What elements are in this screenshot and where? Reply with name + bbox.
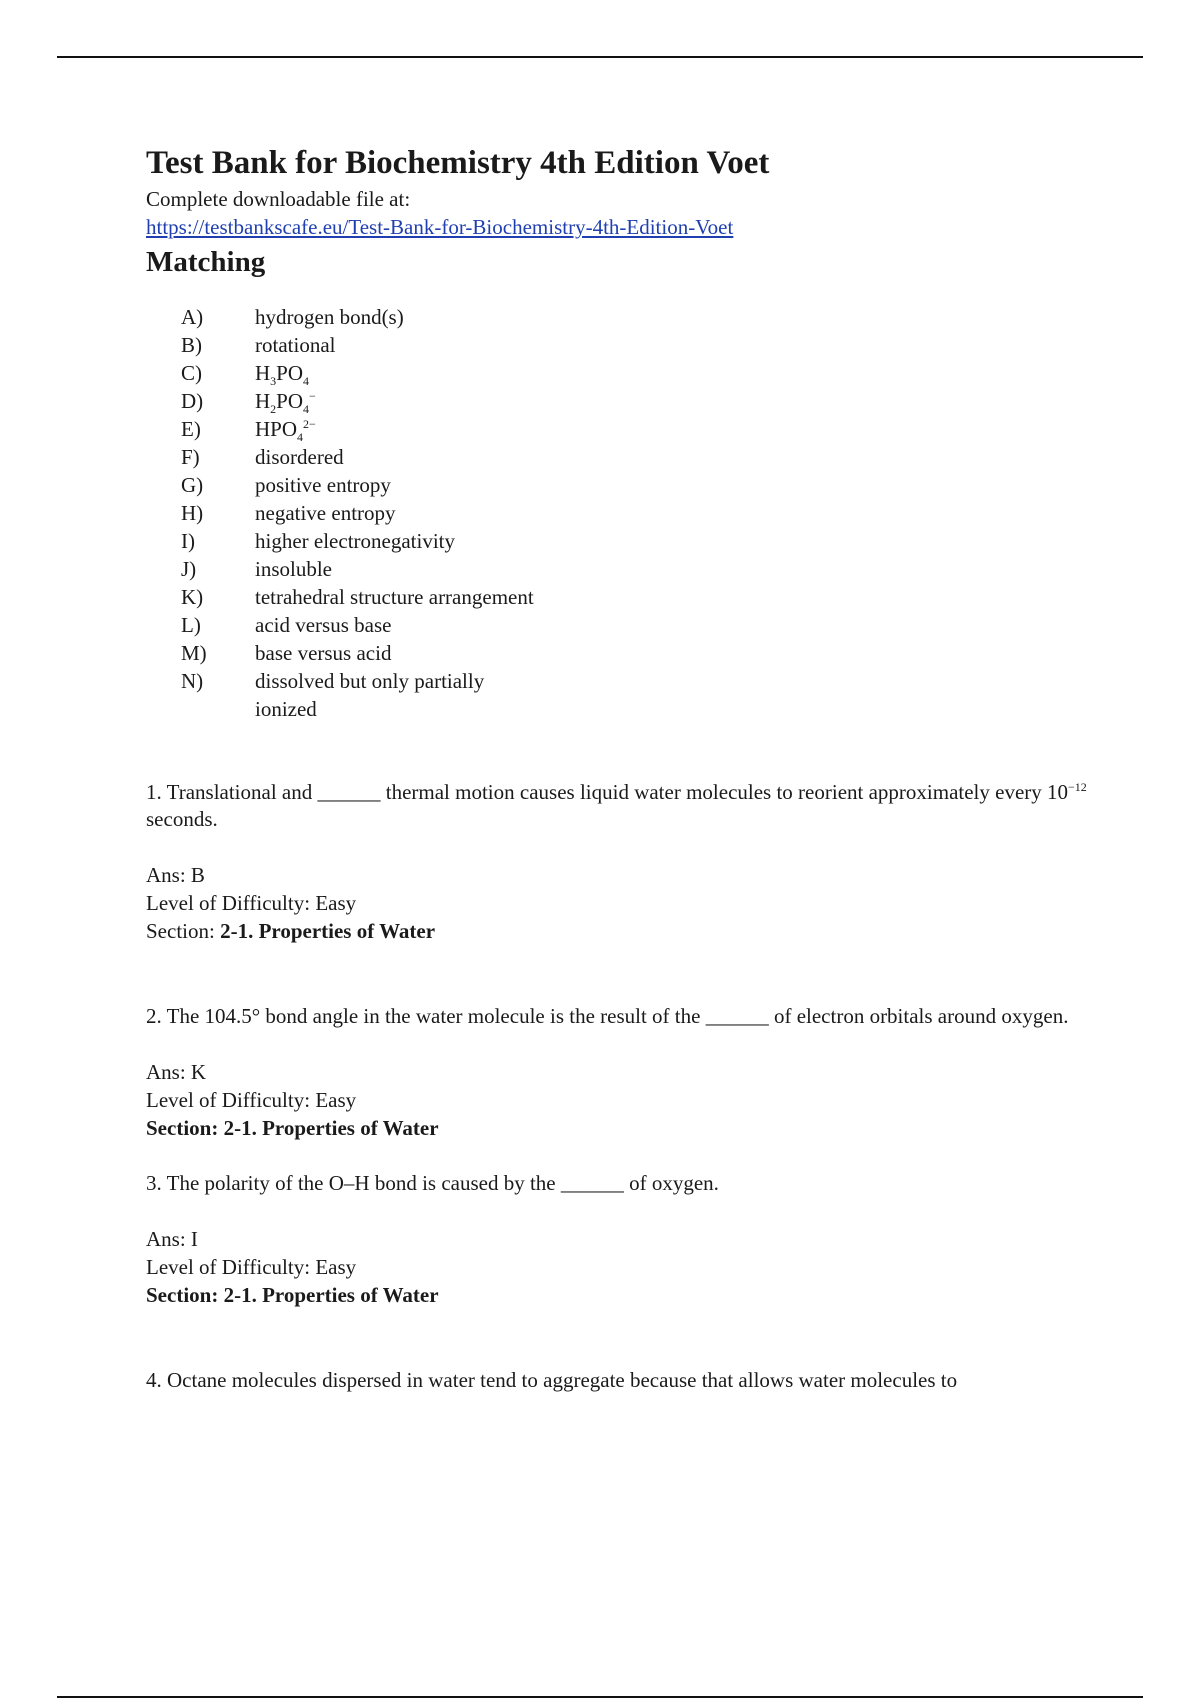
list-item xyxy=(181,471,1106,499)
item-text: negative entropy xyxy=(255,501,396,525)
question-2-answer: Ans: K xyxy=(146,1060,207,1084)
download-link[interactable]: https://testbankscafe.eu/Test-Bank-for-Biochemistry-4th-Edition-Voet xyxy=(146,215,734,239)
question-3-answer: Ans: I xyxy=(146,1227,198,1251)
item-text: higher electronegativity xyxy=(255,529,456,553)
item-text: rotational xyxy=(255,333,336,357)
document-title: Test Bank for Biochemistry 4th Edition Voet xyxy=(146,145,770,181)
item-text: $H_3PO_4$ xyxy=(255,361,310,389)
question-1-text-end: seconds. xyxy=(146,807,218,831)
section-label: Section: xyxy=(146,919,221,943)
question-2-section: Section: 2-1. Properties of Water xyxy=(146,1116,439,1140)
item-letter: H) xyxy=(181,501,204,525)
item-letter: D) xyxy=(181,389,204,413)
list-item xyxy=(181,555,1106,583)
item-letter: L) xyxy=(181,613,201,637)
question-1-text xyxy=(146,779,1106,833)
item-text: hydrogen bond(s) xyxy=(255,305,404,329)
list-item xyxy=(181,667,1106,723)
item-letter: K) xyxy=(181,585,204,609)
item-text: dissolved but only partially ionized xyxy=(255,669,485,721)
top-rule xyxy=(57,56,1143,58)
question-2-text: 2. The 104.5° bond angle in the water molecule is the result of the ______ of electron orbitals around oxygen. xyxy=(146,1004,1069,1028)
question-3-difficulty: Level of Difficulty: Easy xyxy=(146,1255,357,1279)
item-letter: N) xyxy=(181,669,204,693)
item-text: positive entropy xyxy=(255,473,391,497)
question-1-exponent: −12 xyxy=(1068,780,1087,794)
question-3-text: 3. The polarity of the O–H bond is caused by the ______ of oxygen. xyxy=(146,1171,719,1195)
list-item xyxy=(181,611,1106,639)
list-item xyxy=(181,331,1106,359)
question-4-text: 4. Octane molecules dispersed in water tend to aggregate because that allows water molecules to xyxy=(146,1368,958,1392)
section-value: 2-1. Properties of Water xyxy=(220,919,436,943)
item-letter: B) xyxy=(181,333,202,357)
list-item xyxy=(181,443,1106,471)
question-2-difficulty: Level of Difficulty: Easy xyxy=(146,1088,357,1112)
item-letter: C) xyxy=(181,361,202,385)
item-text: insoluble xyxy=(255,557,332,581)
item-text: $HPO_4^{2-}$ xyxy=(255,417,316,445)
item-text: tetrahedral structure arrangement xyxy=(255,585,534,609)
question-1-answer: Ans: B xyxy=(146,863,205,887)
item-letter: E) xyxy=(181,417,201,441)
download-label: Complete downloadable file at: xyxy=(146,187,411,211)
list-item xyxy=(181,303,1106,331)
matching-heading: Matching xyxy=(146,246,266,278)
list-item xyxy=(181,387,1106,415)
item-text: base versus acid xyxy=(255,641,392,665)
list-item xyxy=(181,359,1106,387)
question-1-section xyxy=(146,917,1106,945)
item-letter: A) xyxy=(181,305,204,329)
item-letter: M) xyxy=(181,641,207,665)
item-text: acid versus base xyxy=(255,613,392,637)
item-letter: I) xyxy=(181,529,195,553)
document-body xyxy=(146,143,1106,1394)
item-letter: J) xyxy=(181,557,197,581)
item-text: $H_2PO_4^-$ xyxy=(255,389,316,417)
item-letter: F) xyxy=(181,445,200,469)
bottom-rule xyxy=(57,1696,1143,1698)
list-item xyxy=(181,527,1106,555)
item-letter: G) xyxy=(181,473,204,497)
list-item xyxy=(181,639,1106,667)
list-item xyxy=(181,415,1106,443)
question-1-difficulty: Level of Difficulty: Easy xyxy=(146,891,357,915)
list-item xyxy=(181,499,1106,527)
question-3-section: Section: 2-1. Properties of Water xyxy=(146,1283,439,1307)
list-item xyxy=(181,583,1106,611)
question-1-text-main: 1. Translational and ______ thermal motion causes liquid water molecules to reorient approximately every 10 xyxy=(146,780,1069,804)
item-text: disordered xyxy=(255,445,344,469)
matching-list xyxy=(181,303,1106,723)
